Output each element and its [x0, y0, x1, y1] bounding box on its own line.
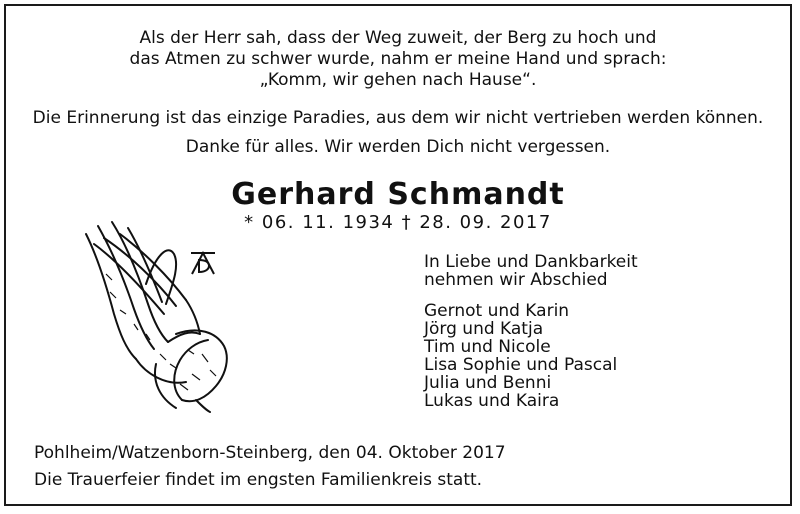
- family-member: Lukas und Kaira: [424, 391, 560, 411]
- obituary-card: [4, 4, 792, 506]
- family-member: Lisa Sophie und Pascal: [424, 355, 618, 375]
- place-date: Pohlheim/Watzenborn-Steinberg, den 04. Oktober 2017: [34, 443, 506, 463]
- farewell-line-1: In Liebe und Dankbarkeit: [424, 252, 638, 272]
- praying-hands-icon: [76, 214, 236, 414]
- family-member: Jörg und Katja: [424, 319, 544, 339]
- farewell-block: [424, 253, 638, 289]
- deceased-name: Gerhard Schmandt: [231, 177, 565, 212]
- thanks-text: Danke für alles. Wir werden Dich nicht vergessen.: [185, 137, 611, 157]
- family-list: [424, 302, 617, 410]
- quote-text: Die Erinnerung ist das einzige Paradies, aus dem wir nicht vertrieben werden können.: [32, 108, 764, 128]
- poem-line-1: Als der Herr sah, dass der Weg zuweit, der Berg zu hoch und: [139, 28, 657, 48]
- ceremony-note: Die Trauerfeier findet im engsten Familienkreis statt.: [34, 470, 483, 490]
- poem-line-2: das Atmen zu schwer wurde, nahm er meine Hand und sprach:: [129, 49, 667, 69]
- poem-line-3: „Komm, wir gehen nach Hause“.: [259, 70, 537, 90]
- family-member: Julia und Benni: [424, 373, 552, 393]
- farewell-line-2: nehmen wir Abschied: [424, 270, 608, 290]
- family-member: Gernot und Karin: [424, 301, 570, 321]
- durer-monogram-icon: [189, 250, 217, 278]
- family-member: Tim und Nicole: [424, 337, 551, 357]
- life-dates: * 06. 11. 1934 † 28. 09. 2017: [244, 212, 552, 233]
